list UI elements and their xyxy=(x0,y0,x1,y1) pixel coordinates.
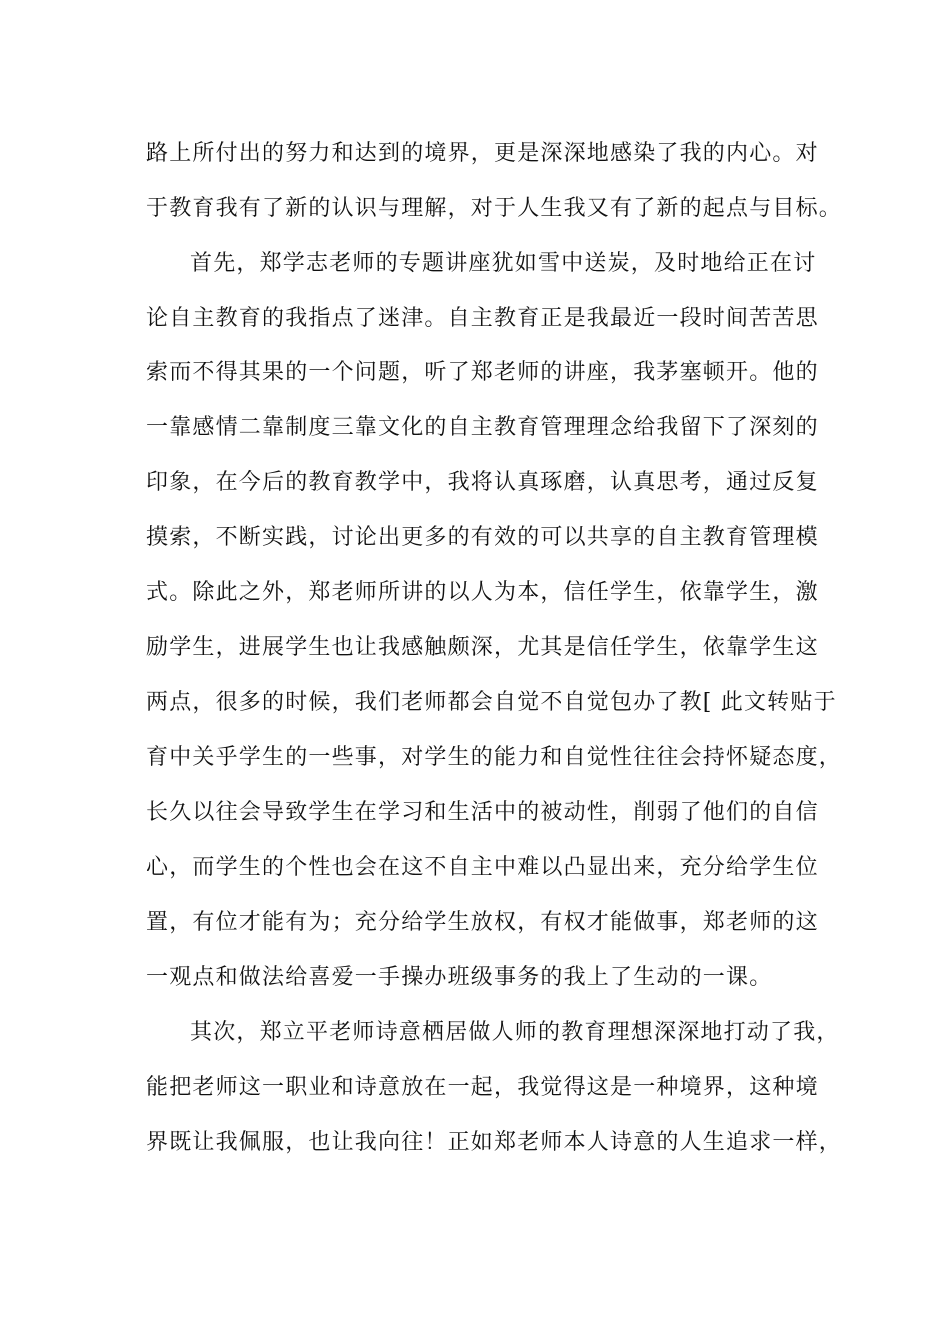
text-line-12: 育中关乎学生的一些事，对学生的能力和自觉性往往会持怀疑态度， xyxy=(146,745,843,770)
text-line-5: 索而不得其果的一个问题，听了郑老师的讲座，我茅塞顿开。他的 xyxy=(146,360,819,385)
text-line-2: 于教育我有了新的认识与理解，对于人生我又有了新的起点与目标。 xyxy=(146,196,843,221)
text-line-10: 励学生，进展学生也让我感触颇深，尤其是信任学生，依靠学生这 xyxy=(146,635,819,660)
text-line-4: 论自主教育的我指点了迷津。自主教育正是我最近一段时间苦苦思 xyxy=(146,306,819,331)
text-line-11: 两点，很多的时候，我们老师都会自觉不自觉包办了教[ 此文转贴于 xyxy=(146,690,837,715)
text-line-7: 印象，在今后的教育教学中，我将认真琢磨，认真思考，通过反复 xyxy=(146,470,819,495)
text-line-6: 一靠感情二靠制度三靠文化的自主教育管理理念给我留下了深刻的 xyxy=(146,415,819,440)
text-line-14: 心，而学生的个性也会在这不自主中难以凸显出来，充分给学生位 xyxy=(146,855,819,880)
text-line-16: 一观点和做法给喜爱一手操办班级事务的我上了生动的一课。 xyxy=(146,965,773,990)
text-line-15: 置，有位才能有为；充分给学生放权，有权才能做事，郑老师的这 xyxy=(146,910,819,935)
paragraph-first-line: 其次，郑立平老师诗意栖居做人师的教育理想深深地打动了我， xyxy=(190,1020,840,1045)
text-line-8: 摸索，不断实践，讨论出更多的有效的可以共享的自主教育管理模 xyxy=(146,525,819,550)
text-line-18: 能把老师这一职业和诗意放在一起，我觉得这是一种境界，这种境 xyxy=(146,1075,819,1100)
text-line-1: 路上所付出的努力和达到的境界，更是深深地感染了我的内心。对 xyxy=(146,141,819,166)
text-line-19: 界既让我佩服，也让我向往！正如郑老师本人诗意的人生追求一样， xyxy=(146,1130,843,1155)
text-line-13: 长久以往会导致学生在学习和生活中的被动性，削弱了他们的自信 xyxy=(146,800,819,825)
text-line-9: 式。除此之外，郑老师所讲的以人为本，信任学生，依靠学生，激 xyxy=(146,580,819,605)
paragraph-first-line: 首先，郑学志老师的专题讲座犹如雪中送炭，及时地给正在讨 xyxy=(190,251,817,276)
